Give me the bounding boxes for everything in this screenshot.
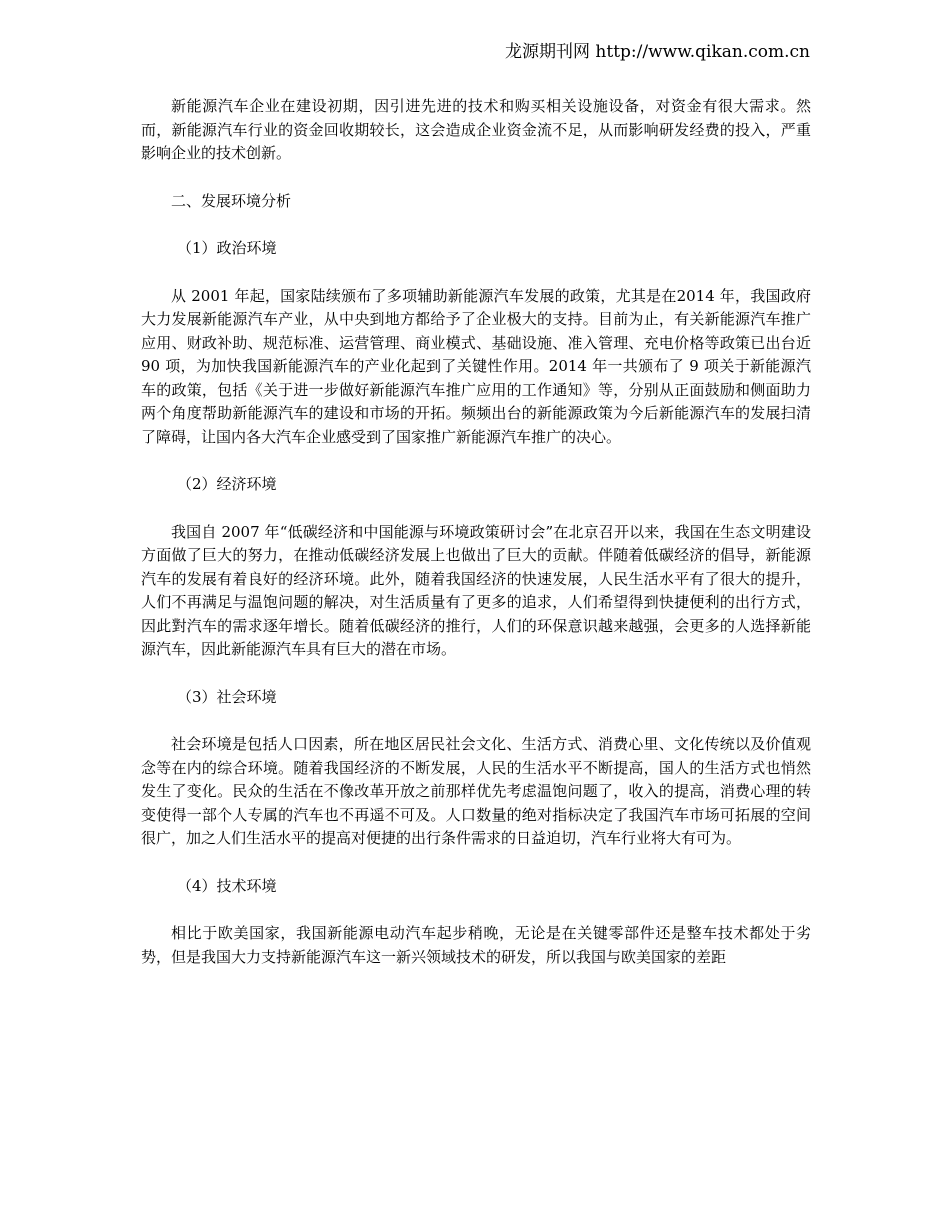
paragraph-social: 社会环境是包括人口因素，所在地区居民社会文化、生活方式、消费心里、文化传统以及价值观念等在内的综合环境。随着我国经济的不断发展，人民的生活水平不断提高，国人的生活方式也悄然发生了变化。民众的生活在不像改革开放之前那样优先考虑温饱问题了，收入的提高，消费心理的转变使得一部个人专属的汽车也不再遥不可及。人口数量的绝对指标决定了我国汽车市场可拓展的空间很广，加之人们生活水平的提高对便捷的出行条件需求的日益迫切，汽车行业将大有可为。 (141, 735, 811, 847)
subsection-title-political: （1）政治环境 (177, 239, 277, 257)
subsection-title-technology: （4）技术环境 (177, 876, 277, 895)
section-title: 二、发展环境分析 (171, 191, 292, 210)
article-body (141, 95, 811, 993)
page-header: 龙源期刊网 http://www.qikan.com.cn (505, 42, 810, 62)
paragraph-intro: 新能源汽车企业在建设初期，因引进先进的技术和购买相关设施设备，对资金有很大需求。然而，新能源汽车行业的资金回收期较长，这会造成企业资金流不足，从而影响研发经费的投入，严重影响企业的技术创新。 (141, 97, 811, 162)
subsection-title-social: （3）社会环境 (177, 687, 277, 706)
paragraph-technology: 相比于欧美国家，我国新能源电动汽车起步稍晚，无论是在关键零部件还是整车技术都处于劣势，但是我国大力支持新能源汽车这一新兴领域技术的研发，所以我国与欧美国家的差距 (141, 924, 811, 966)
paragraph-economic: 我国自 2007 年“低碳经济和中国能源与环境政策研讨会”在北京召开以来，我国在生态文明建设方面做了巨大的努力，在推动低碳经济发展上也做出了巨大的贡献。伴随着低碳经济的倡导，新能源汽车的发展有着良好的经济环境。此外，随着我国经济的快速发展，人民生活水平有了很大的提升，人们不再满足与温饱问题的解决，对生活质量有了更多的追求，人们希望得到快捷便利的出行方式，因此對汽车的需求逐年增长。随着低碳经济的推行，人们的环保意识越来越强，会更多的人选择新能源汽车，因此新能源汽车具有巨大的潜在市场。 (141, 522, 811, 658)
paragraph-political: 从 2001 年起，国家陆续颁布了多项辅助新能源汽车发展的政策，尤其是在2014 年，我国政府大力发展新能源汽车产业，从中央到地方都给予了企业极大的支持。目前为止，有关新能源汽车推广应用、财政补助、规范标准、运营管理、商业模式、基础设施、准入管理、充电价格等政策已出台近 90 项，为加快我国新能源汽车的产业化起到了关键性作用。2014 年一共颁布了 9 项关于新能源汽车的政策，包括《关于进一步做好新能源汽车推广应用的工作通知》等，分别从正面鼓励和侧面助力两个角度帮助新能源汽车的建设和市场的开拓。频频出台的新能源政策为今后新能源汽车的发展扫清了障碍，让国内各大汽车企业感受到了国家推广新能源汽车推广的决心。 (141, 286, 811, 446)
subsection-title-economic: （2）经济环境 (177, 475, 277, 493)
